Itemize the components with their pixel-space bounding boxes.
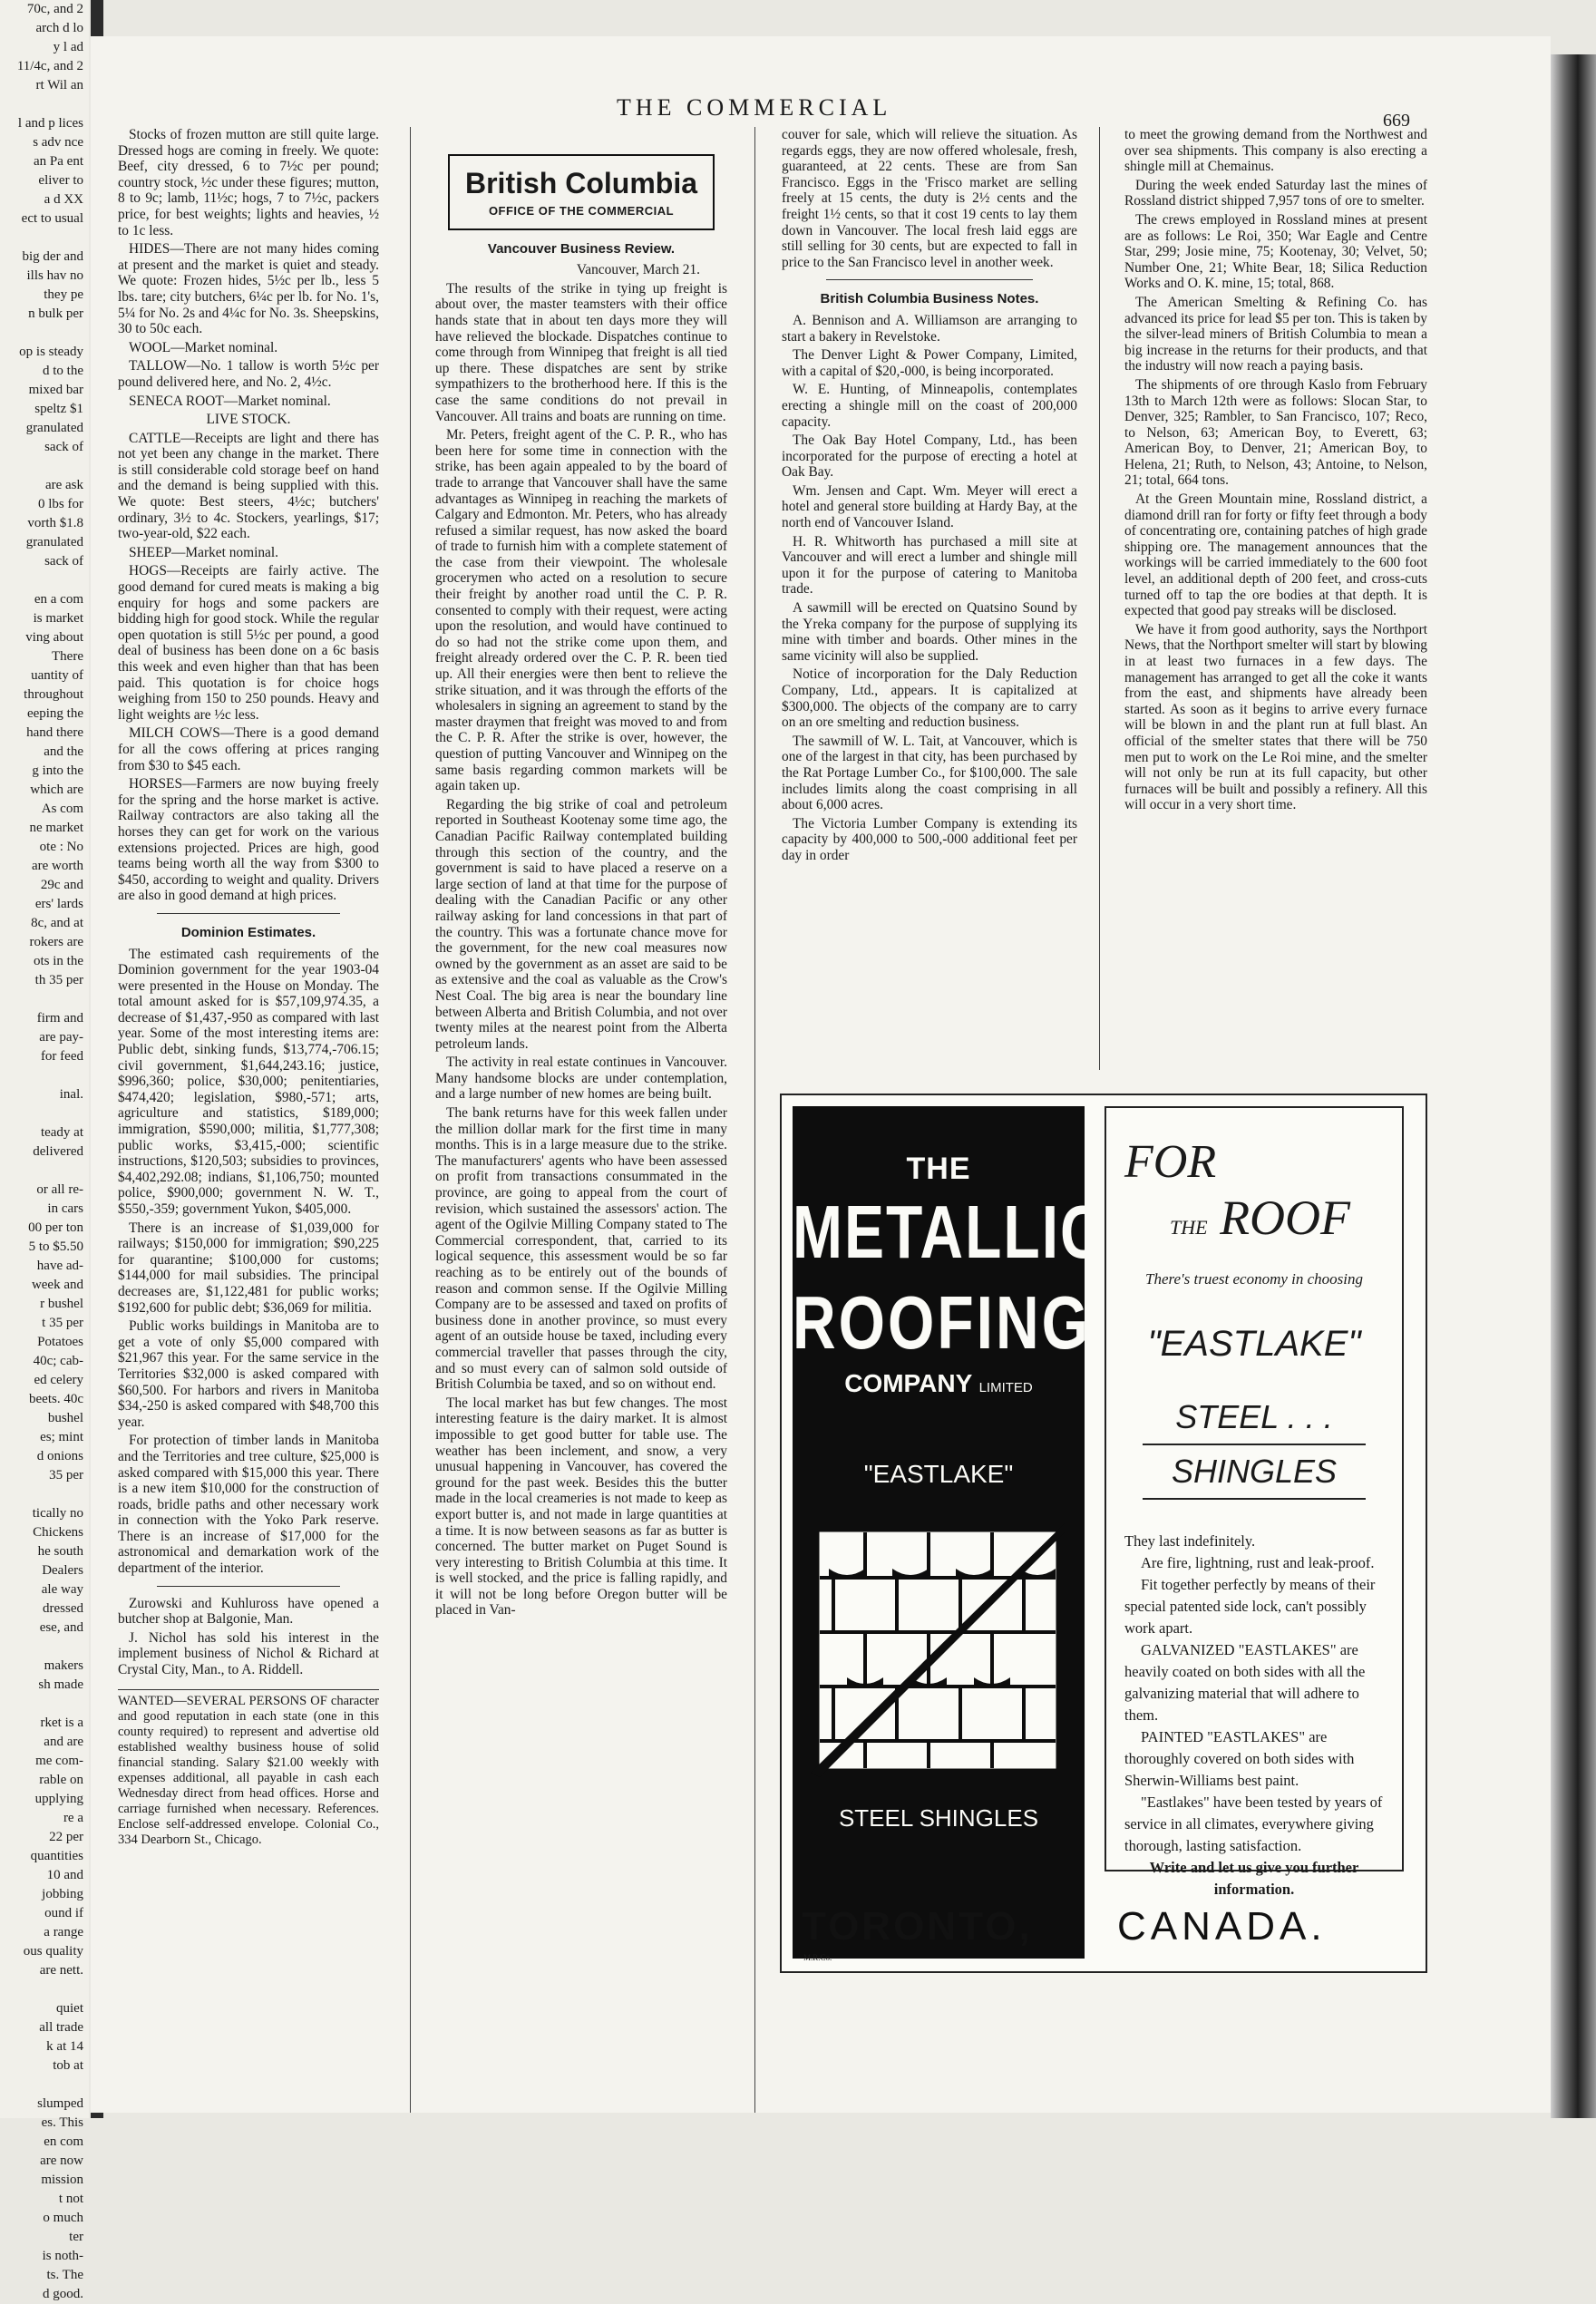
fragment-line: mixed bar (28, 383, 83, 397)
fragment-line: is noth- (42, 2249, 83, 2263)
fragment-line: ese, and (39, 1620, 83, 1635)
fragment-line: 8c, and at (31, 916, 83, 930)
fragment-line (0, 1162, 89, 1181)
fragment-line: ne market (29, 821, 83, 835)
ad-steel: STEEL . . . (1175, 1398, 1333, 1435)
fragment-line: mission (41, 2173, 83, 2187)
ad-toronto: TORONTO, (802, 1904, 1033, 1949)
bc-notes-heading: British Columbia Business Notes. (820, 291, 1039, 307)
box-subtitle: OFFICE OF THE COMMERCIAL (488, 204, 675, 218)
fragment-line: is market (33, 611, 83, 626)
fragment-line: speltz $1 (34, 402, 83, 416)
fragment-line: a range (44, 1925, 83, 1939)
fragment-line: he south (37, 1544, 83, 1559)
ad-eastlake-panel (1105, 1106, 1404, 1898)
ad-limited: LIMITED (978, 1380, 1033, 1395)
fragment-line (0, 1695, 89, 1714)
fragment-line: 29c and (40, 878, 83, 892)
fragment-line: 00 per ton (28, 1220, 83, 1235)
page-number: 669 (1383, 111, 1410, 131)
fragment-line: d onions (36, 1449, 83, 1463)
fragment-line: r bushel (40, 1297, 83, 1311)
ad-eastlake-label: "EASTLAKE" (863, 1460, 1014, 1488)
fragment-line: y l ad (53, 40, 83, 54)
fragment-line: or all re- (36, 1182, 83, 1197)
fragment-line: arch d lo (35, 21, 83, 35)
fragment-line: There (52, 649, 83, 664)
box-title: British Columbia (464, 167, 697, 199)
fragment-line: es. This (41, 2115, 83, 2130)
fragment-line: vorth $1.8 (27, 516, 83, 530)
book-edge (1551, 54, 1596, 2118)
fragment-line: uantity of (31, 668, 83, 683)
fragment-line (0, 2076, 89, 2095)
fragment-line: re a (63, 1811, 83, 1825)
fragment-line: 40c; cab- (33, 1354, 83, 1368)
fragment-line: n bulk per (28, 306, 83, 321)
fragment-line: en a com (34, 592, 83, 607)
fragment-line: and the (44, 744, 83, 759)
fragment-line: ills hav no (26, 268, 83, 283)
fragment-line: ed celery (34, 1373, 83, 1387)
fragment-line: a d XX (44, 192, 83, 207)
fragment-line: quiet (56, 2001, 83, 2016)
fragment-line: granulated (25, 421, 83, 435)
fragment-line: t 35 per (42, 1316, 83, 1330)
section-rule (157, 1586, 340, 1587)
wanted-classified-ad: WANTED—SEVERAL PERSONS OF character and good reputation in each state (one in this county required) to represent and advertise old established wealthy business house of solid financial standing. Salary $21.00 weekly with expenses additional, all payable in cash each Wednesday direct from head offices. Horse and carriage furnished when necessary. References. Enclose self-addressed envelope. Colonial Co., 334 Dearborn St., Chicago. (118, 1689, 379, 1848)
fragment-line (0, 1485, 89, 1504)
fragment-line: rokers are (29, 935, 83, 949)
fragment-line: l and p lices (17, 116, 83, 131)
market-paragraphs: Stocks of frozen mutton are still quite large. Dressed hogs are coming in freely. We quote: Beef, city dressed, 6 to 7½c per pound; country stock, ½c under these figures; mutton, 8 to 9c; lamb, 11½c; hogs, 7 to 7½c, packers price, for best weights; lights and heavies, ½ to 1c less. HIDES—There are not many hides coming at present and the market is quiet and steady. We quote: Frozen hides, 5½c per lb., less 5 lbs. tare; city butchers, 6¼c per lb. for No. 1's, 5¼ for No. 2s and 4¼c for No. 3s. Sheepskins, 30 to 50c each. WOOL—Market nominal. TALLOW—No. 1 tallow is worth 5½c per pound delivered here, and No. 2, 4½c. SENECA ROOT—Market nominal. (118, 127, 379, 409)
fragment-line: me com- (35, 1754, 83, 1768)
section-rule (826, 279, 1033, 280)
fragment-line (0, 990, 89, 1009)
fragment-line: eliver to (38, 173, 83, 188)
metallic-roofing-advertisement (780, 1094, 1427, 1973)
fragment-line: for feed (40, 1049, 83, 1064)
fragment-line: hand there (26, 725, 83, 740)
fragment-line: rket is a (40, 1716, 83, 1730)
ad-underline (1143, 1444, 1366, 1445)
fragment-line: th 35 per (34, 973, 83, 987)
fragment-line: ter (69, 2230, 83, 2244)
fragment-line: ale way (41, 1582, 83, 1597)
fragment-line: t not (58, 2192, 83, 2206)
fragment-line: beets. 40c (29, 1392, 83, 1406)
fragment-line: As com (41, 802, 83, 816)
fragment-line: sack of (44, 554, 83, 569)
fragment-line: are ask (44, 478, 83, 492)
ad-roofing: ROOFING (793, 1279, 1091, 1365)
ad-the: THE (906, 1152, 971, 1186)
review-paragraphs: The results of the strike in tying up freight is about over, the master teamsters with their office hands state that in about ten days more they will have relieved the blockade. Dispatches continue to come through from Winnipeg that freight is all tied up there. These dispatches are sent by strike sympathizers to the brotherhood here. If this is the case the same conditions do not prevail in Vancouver. All trains and boats are running on time. Mr. Peters, freight agent of the C. P. R., who has been here for some time in connection with the strike, has been again appealed to by the board of trade to arrange that Vancouver shall have the same advantages as Winnipeg in reaching the markets of Calgary and Edmonton. Mr. Peters, who has already refused a similar request, has now asked the board of trade to furnish him with a complete statement of the case from their viewpoint. The wholesale grocerymen who acted on a resolution to secure their freight by another road until the C. P. R. consented to comply with their request, were acting upon the resolution, and would have continued to do so had not the strike come upon them, and freight already ordered over the C. P. R. been tied up. All their energies were then bent to relieve the strike situation, and it was through the efforts of the wholesalers in signing an agreement to stand by the master draymen that freight was moved to and from the C. P. R. After the strike is over, however, the question of putting Vancouver and Winnipeg on the same basis regarding common markets will be again taken up. Regarding the big strike of coal and petroleum reported in Southeast Kootenay some time ago, the Canadian Pacific Railway contemplated building through this section of the country, and the government is said to have placed a reserve on a large section of land at that time for the purpose of dealing with the Canadian Pacific or any other railway asking for land concessions in that part of the country. This was a fortunate chance move for the government, for the new coal measures now owned by the government as an asset are said to be as extensive and the coal as valuable as the Crow's Nest Coal. The big area is near the boundary line between Alberta and British Columbia, and not over twenty miles at the nearest point from the Alberta petroleum lands. The activity in real estate continues in Vancouver. Many handsome blocks are under contemplation, and a large number of new homes are being built. The bank returns have for this week fallen under the million dollar mark for the first time in many months. This is in a large measure due to the strike. The manufacturers' agents who have been assessed on profit from transactions consummated in the province, are going to appeal from the court of revision, which sustained the assessors' action. The agent of the Ogilvie Milling Company stated to The Commercial correspondent, that, carried to its logical sequence, this assessment would be so far reaching as to be entirely out of the bounds of reason and common sense. If the Ogilvie Milling Company are to be assessed and taxed on profits of business done in another province, so must every agent of an outside house be taxed, including every commercial traveller that passes through the city, and so must every can of salmon sold outside of British Columbia be taxed, and so on without end. The local market has but few changes. The most interesting feature is the dairy market. It is almost impossible to get good butter for table use. The weather has been inclement, and snow, a very unusual happening in Vancouver, has covered the ground for the past week. Besides this the butter made in the local creameries is not made to keep as export butter is, and not made in large quantities at a time. It is now between seasons as far as butter is concerned. The butter market on Puget Sound is very interesting to British Columbia at this time. It is well stocked, and the price is falling rapidly, and it will not be long before Oregon butter will be placed in Van- (435, 280, 727, 1619)
fragment-line: an Pa ent (34, 154, 83, 169)
fragment-line: ers' lards (34, 897, 83, 911)
column-bc-notes (782, 127, 1077, 867)
dominion-paragraphs: The estimated cash requirements of the Dominion government for the year 1903-04 were presented in the House on Monday. The total amount asked for is $57,109,974.35, a decrease of $1,437,-950 as compared with last year. Some of the most interesting items are: Public debt, sinking funds, $13,774,-706.15; civil government, $1,644,243.16; justice, $996,360; police, $30,000; penitentiaries, $474,420; legislation, $980,-571; arts, agriculture and statistics, $189,000; immigration, $590,000; militia, $1,777,308; public works, $3,415,-000; scientific instructions, $120,503; subsidies to provinces, $4,402,292.08; indians, $1,106,750; mounted police, $900,000; government N. W. T., $550,-359; government Yukon, $405,000. There is an increase of $1,039,000 for railways; $150,000 for immigration; $90,225 for quarantine; $100,000 for customs; $144,000 for mail subsidies. The principal decreases are, $1,122,481 for public works; $192,600 for public debt; $36,069 for militia. Public works buildings in Manitoba are to get a vote of only $5,000 compared with $21,967 this year. For the same service in the Territories $32,000 is asked compared with $60,500. For harbors and rivers in Manitoba $34,-250 is asked compared with $48,700 this year. For protection of timber lands in Manitoba and the Territories and tree culture, $25,000 is asked compared with $15,000 this year. There is a new item $10,000 for the construction of roads, bridle paths and other necessary work in connection with the Yoko Park reserve. There is an increase of $17,000 for the astronomical and demarkation work of the department of the interior. (118, 946, 379, 1577)
ad-shingles: SHINGLES (1171, 1453, 1338, 1490)
adjacent-page-fragment (0, 0, 89, 2301)
column-rule (410, 127, 411, 2113)
live-stock-paragraphs: CATTLE—Receipts are light and there has not yet been any change in the market. There is still considerable cold storage beef on hand and the demand is being supplied with this. We quote: Best steers, 4½c; butchers' ordinary, 3½ to 4c. Stockers, yearlings, $17; two-year-old, $22 each. SHEEP—Market nominal. HOGS—Receipts are fairly active. The good demand for cured meats is making a big enquiry for hogs and some packers are bidding high for good stock. While the regular open quotation is still 5½c per pound, a good deal of business has been done on a 6c basis this week and even higher than that has been paid. This quotation is for choice hogs weighing from 150 to 250 pounds. Heavy and light weights are ½c less. MILCH COWS—There is a good demand for all the cows offering at prices ranging from $30 to $45 each. HORSES—Farmers are now buying freely for the spring and the horse market is active. Railway contractors are also taking all the horses they can get for work on the various extensions projected. Prices are high, good teams being worth all the way from $300 to $450, according to weight and quality. Drivers are also in good demand at high prices. (118, 430, 379, 904)
column-rule (754, 127, 755, 2113)
ad-eastlake-heading: "EASTLAKE" (1147, 1324, 1361, 1364)
fragment-line: ots in the (34, 954, 83, 968)
fragment-line: 70c, and 2 (26, 2, 83, 16)
fragment-line: ving about (25, 630, 83, 645)
vancouver-review-heading: Vancouver Business Review. (487, 240, 676, 257)
fragment-line: are nett. (39, 1963, 83, 1978)
fragment-line (0, 95, 89, 114)
fragment-line: s adv nce (33, 135, 83, 150)
fragment-line: rable on (39, 1773, 83, 1787)
fragment-line: Potatoes (37, 1335, 83, 1349)
fragment-line: in cars (47, 1201, 83, 1216)
dominion-estimates-heading: Dominion Estimates. (180, 924, 316, 940)
fragment-line: sack of (44, 440, 83, 454)
fragment-line: ous quality (23, 1944, 83, 1959)
section-rule (157, 913, 340, 914)
ad-for: FOR (1124, 1136, 1217, 1188)
fragment-line (0, 1980, 89, 1999)
fragment-line: 11/4c, and 2 (16, 59, 83, 73)
fragment-line: teady at (40, 1125, 83, 1140)
fragment-line: ote : No (39, 840, 83, 854)
masthead-title: THE COMMERCIAL (617, 94, 892, 121)
fragment-line: quantities (30, 1849, 83, 1863)
fragment-line: d good. (43, 2287, 83, 2301)
fragment-line: rt Wil an (35, 78, 83, 92)
column-mining-notes: to meet the growing demand from the Northwest and over sea shipments. This company is also erecting a shingle mill at Chemainus. During the week ended Saturday last the mines of Rossland district shipped 7,957 tons of ore to smelter. The crews employed in Rossland mines at present are as follows: Le Roi, 350; War Eagle and Centre Star, 299; Josie mine, 75; Kootenay, 30; Velvet, 50; Number One, 21; White Bear, 18; Silica Reduction Works and O. K. mine, 15; total, 868. The American Smelting & Refining Co. has advanced its price for lead $5 per ton. This is taken by the silver-lead miners of British Columbia to mean a big increase in the returns for their products, and that the industry will now reach a paying basis. The shipments of ore through Kaslo from February 13th to March 12th were as follows: Slocan Star, to Denver, 325; Rambler, to San Francisco, 107; Reco, to Nelson, 63; American Boy, to Everett, 63; American Boy, to Denver, 21; American Boy, to Helena, 21; Ruth, to Nelson, 43; Antoine, to Nelson, 21; total, 664 tons. At the Green Mountain mine, Rossland district, a diamond drill ran for forty or fifty feet through a body of concentrating ore, containing patches of high grade shipping ore. The management announces that the workings will be carried immediately to the 600 foot level, an additional depth of 200 feet, and cross-cuts turned off to tap the ore bodies at that depth. It is expected that good pay streaks will be disclosed. We have it from good authority, says the Northport News, that the Northport smelter will start by blowing in at least two furnaces in a few days. The management has arranged to get all the coke it wants from the east, and shipments have already been started. As soon as it begins to arrive every furnace will be blown in and the plant run at full blast. An official of the smelter states that there will be 750 men put to work on the Le Roi mine, and the smelter will not only be run at its full capacity, but other furnaces will be built and possibly a refinery. All this will occur in a very short time. (1124, 127, 1427, 813)
fragment-line: throughout (24, 687, 83, 702)
fragment-line: es; mint (40, 1430, 83, 1444)
fragment-line: tob at (53, 2058, 83, 2073)
fragment-line (0, 1066, 89, 1085)
fragment-line: and are (44, 1735, 83, 1749)
fragment-line (0, 457, 89, 476)
fragment-line: 0 lbs for (38, 497, 83, 511)
ad-canada: CANADA. (1117, 1904, 1327, 1949)
fragment-line: dressed (43, 1601, 83, 1616)
ad-underline (1143, 1498, 1366, 1500)
fragment-line: o much (43, 2211, 83, 2225)
british-columbia-box (448, 154, 715, 230)
fragment-line: ts. The (46, 2268, 83, 2282)
fragment-line: Chickens (33, 1525, 83, 1540)
fragment-line (0, 228, 89, 248)
fragment-line: are now (40, 2153, 83, 2168)
fragment-line: g into the (32, 763, 83, 778)
fragment-line: big der and (22, 249, 83, 264)
fragment-line: granulated (25, 535, 83, 549)
fragment-line: k at 14 (46, 2039, 83, 2054)
ad-truest-economy: There's truest economy in choosing (1144, 1270, 1364, 1288)
fragment-line (0, 1638, 89, 1657)
ad-the-roof: THE ROOF (1170, 1191, 1351, 1245)
fragment-line: jobbing (42, 1887, 83, 1901)
shingle-illustration-icon (811, 1523, 1065, 1777)
fragment-line: slumped (37, 2096, 83, 2111)
dateline: Vancouver, March 21. (576, 262, 700, 278)
fragment-line: 10 and (46, 1868, 83, 1882)
fragment-line: they pe (44, 287, 83, 302)
fragment-line: 5 to $5.50 (28, 1239, 83, 1254)
fragment-line: bushel (47, 1411, 83, 1425)
fragment-line: ect to usual (21, 211, 83, 226)
ad-maker-mark: M.R.Co. (803, 1953, 832, 1962)
fragment-line (0, 1104, 89, 1123)
fragment-line: have ad- (36, 1259, 83, 1273)
fragment-line: eeping the (26, 706, 83, 721)
fragment-line: inal. (59, 1087, 83, 1102)
fragment-line: d to the (43, 364, 83, 378)
fragment-line: are worth (31, 859, 83, 873)
column-rule (1099, 127, 1100, 1070)
fragment-line: which are (30, 783, 83, 797)
ad-steel-shingles: STEEL SHINGLES (838, 1804, 1039, 1832)
fragment-line: week and (31, 1278, 83, 1292)
fragment-line: are pay- (39, 1030, 83, 1045)
ad-company: COMPANY LIMITED (844, 1369, 1033, 1397)
live-stock-heading: LIVE STOCK. (206, 412, 291, 428)
fragment-line: delivered (33, 1144, 83, 1159)
column-vancouver-review (435, 127, 727, 1621)
fragment-line: makers (44, 1658, 83, 1673)
fragment-line: op is steady (19, 345, 83, 359)
ad-metallic: METALLIC (793, 1189, 1105, 1274)
fragment-line: firm and (36, 1011, 83, 1026)
ad-black-panel (793, 1106, 1105, 1959)
fragment-line: ound if (44, 1906, 83, 1920)
column-markets (118, 127, 379, 1848)
fragment-line: Dealers (42, 1563, 83, 1578)
fragment-line: 22 per (49, 1830, 83, 1844)
fragment-line (0, 324, 89, 343)
fragment-line: sh made (38, 1677, 83, 1692)
bc-notes-paragraphs: A. Bennison and A. Williamson are arranging to start a bakery in Revelstoke. The Denver Light & Power Company, Limited, with a capital of $20,-000, is being incorporated. W. E. Hunting, of Minneapolis, contemplates erecting a shingle mill on the coast of 200,000 capacity. The Oak Bay Hotel Company, Ltd., has been incorporated for the purpose of erecting a hotel at Oak Bay. Wm. Jensen and Capt. Wm. Meyer will erect a hotel and general store building at Hardy Bay, at the north end of Vancouver Island. H. R. Whitworth has purchased a mill site at Vancouver and will erect a lumber and shingle mill upon it for the purpose of catering to Manitoba trade. A sawmill will be erected on Quatsino Sound by the Yreka company for the purpose of supplying its mine with timber and boards. Other mines in the same vicinity will also be supplied. Notice of incorporation for the Daly Reduction Company, Ltd., appears. It is capitalized at $300,000. The objects of the company are to carry on an ore smelting and reduction business. The sawmill of W. L. Tait, at Vancouver, which is one of the largest in that city, has been purchased by the Rat Portage Lumber Co., for $100,000. The sale includes limits along the coast comprising in all about 6,000 acres. The Victoria Lumber Company is extending its capacity by 400,000 to 500,-000 additional feet per day in order (782, 312, 1077, 863)
ad-body-copy: They last indefinitely. Are fire, lightning, rust and leak-proof. Fit together perfectly by means of their special patented side lock, can't possibly work apart. GALVANIZED "EASTLAKES" are heavily coated on both sides with all the galvanizing material that will adhere to them. PAINTED "EASTLAKES" are thoroughly covered on both sides with Sherwin-Williams best paint. "Eastlakes" have been tested by years of service in all climates, everywhere giving thorough, lasting satisfaction. Write and let us give you further information. (1124, 1532, 1383, 1898)
review-continued: couver for sale, which will relieve the situation. As regards eggs, they are now offered wholesale, fresh, guaranteed, at 22 cents. These are from San Francisco. Eggs in the 'Frisco market are selling freely at 15 cents, the duty is 2½ cents and the freight 1½ cents, so that it cost 19 cents to lay them down in Vancouver. The local fresh laid eggs are still selling for 30 cents, but are expected to fall in price to the San Francisco level in another week. (782, 127, 1077, 270)
fragment-line (0, 571, 89, 590)
fragment-line: upplying (34, 1792, 83, 1806)
fragment-line: all trade (39, 2020, 83, 2035)
fragment-line: tically no (32, 1506, 83, 1521)
news-items: Zurowski and Kuhluross have opened a butcher shop at Balgonie, Man. J. Nichol has sold his interest in the implement business of Nichol & Richard at Crystal City, Man., to A. Riddell. (118, 1595, 379, 1678)
fragment-line: en com (44, 2134, 83, 2149)
fragment-line: 35 per (49, 1468, 83, 1483)
